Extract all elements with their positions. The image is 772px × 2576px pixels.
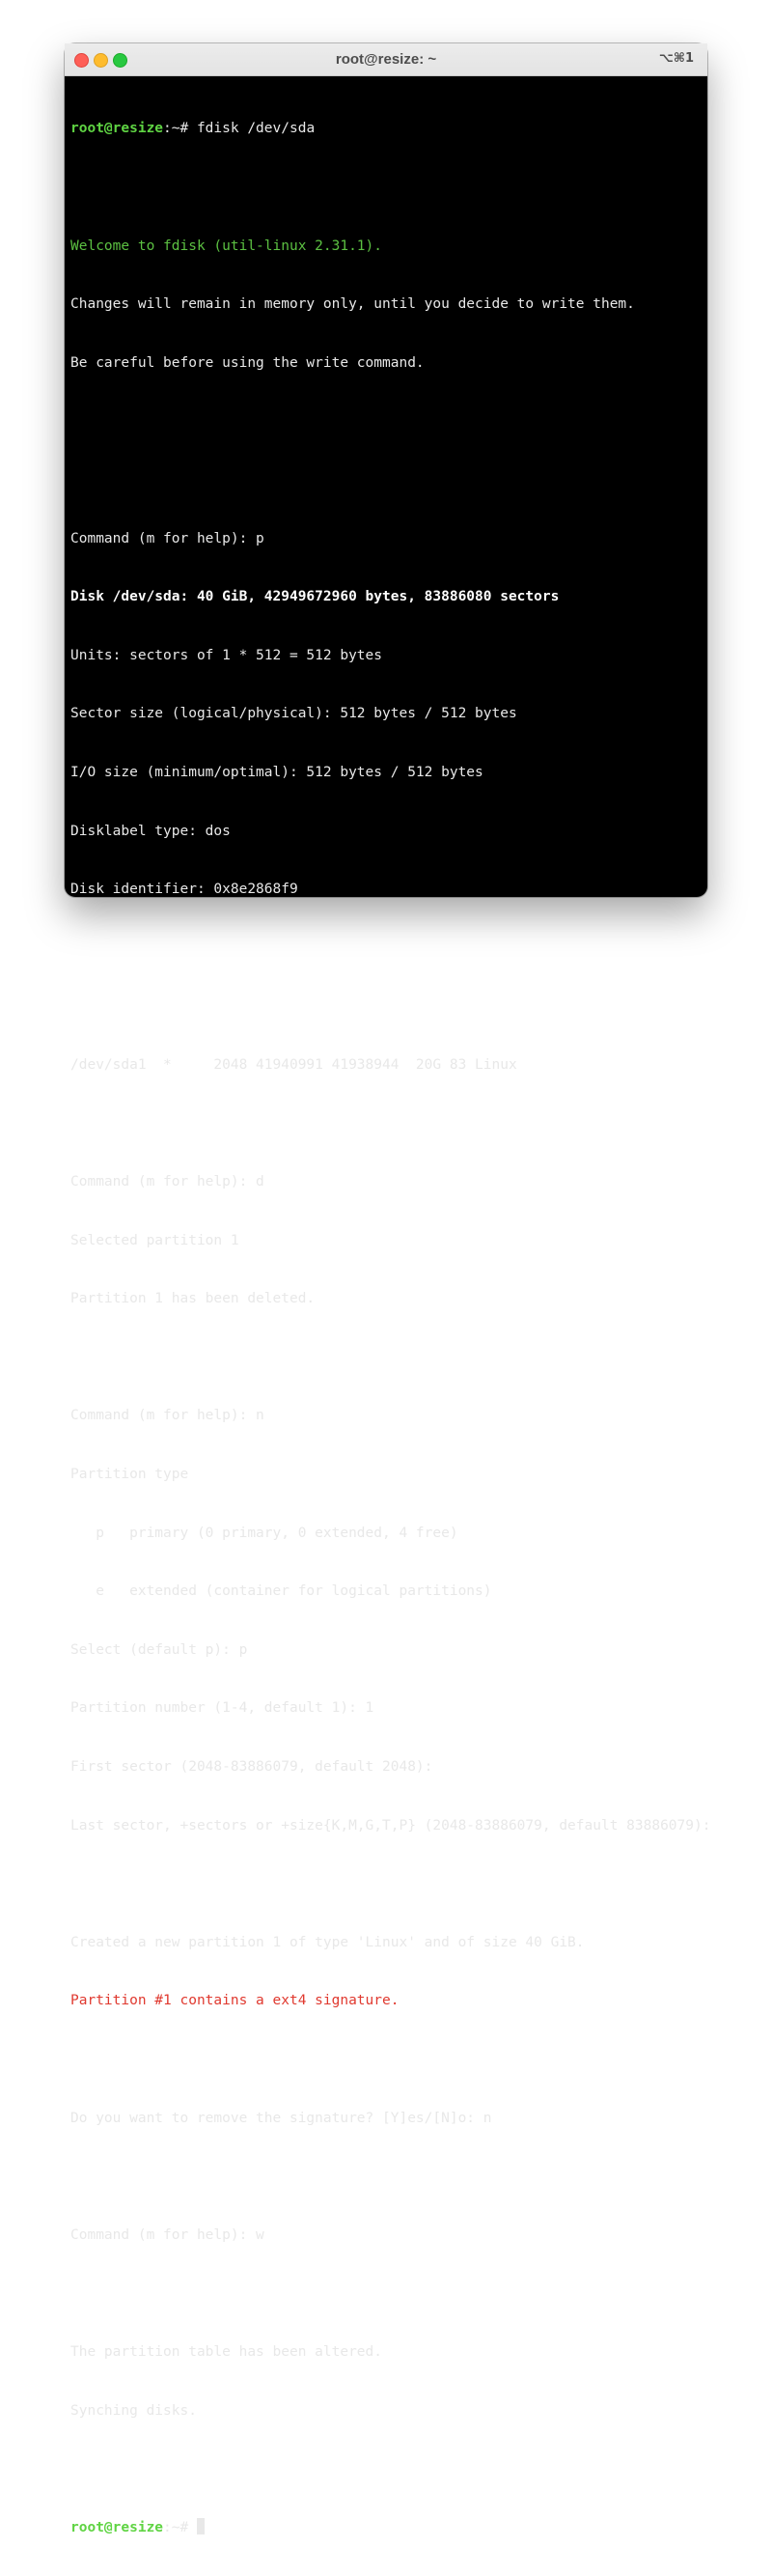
blank-line <box>70 411 702 431</box>
prompt-path: :~# <box>163 121 197 137</box>
units-line: Units: sectors of 1 * 512 = 512 bytes <box>70 647 383 663</box>
command-prompt-print: Command (m for help): p <box>70 530 264 546</box>
last-sector-line: Last sector, +sectors or +size{K,M,G,T,P} (2048-83886079, default 83886079): <box>70 1817 711 1834</box>
partition-number-line: Partition number (1-4, default 1): 1 <box>70 1700 374 1717</box>
partition-table-header: Device Boot Start End Sectors Size Id Type <box>70 998 509 1015</box>
blank-line <box>70 470 702 490</box>
disklabel-line: Disklabel type: dos <box>70 823 231 839</box>
changes-note: Changes will remain in memory only, until you decide to write them. <box>70 296 635 313</box>
syncing-line: Synching disks. <box>70 2402 197 2419</box>
sector-size-line: Sector size (logical/physical): 512 bytes / 512 bytes <box>70 706 517 722</box>
blank-line <box>70 1348 702 1367</box>
prompt-path: :~# <box>163 2519 197 2535</box>
remove-signature-line: Do you want to remove the signature? [Y]es/[N]o: n <box>70 2110 492 2126</box>
terminal-output[interactable] <box>70 80 711 2535</box>
command-prompt-write: Command (m for help): w <box>70 2226 264 2243</box>
window-title: root@resize: ~ <box>335 51 437 68</box>
title-bar[interactable] <box>65 43 707 76</box>
blank-line <box>70 2050 702 2069</box>
blank-line <box>70 1874 702 1893</box>
disk-info: Disk /dev/sda: 40 GiB, 42949672960 bytes, 83886080 sectors <box>70 589 560 605</box>
option-primary-line: p primary (0 primary, 0 extended, 4 free) <box>70 1525 458 1541</box>
command-line <box>70 119 702 138</box>
blank-line <box>70 2459 702 2478</box>
text-cursor[interactable] <box>197 2518 205 2534</box>
select-default-line: Select (default p): p <box>70 1641 248 1658</box>
selected-partition-line: Selected partition 1 <box>70 1232 239 1248</box>
active-prompt-line[interactable] <box>70 2518 702 2537</box>
option-extended-line: e extended (container for logical partitions) <box>70 1583 492 1600</box>
welcome-message: Welcome to fdisk (util-linux 2.31.1). <box>70 238 383 254</box>
blank-line <box>70 178 702 197</box>
prompt-user-host: root@resize <box>70 2519 164 2535</box>
prompt-user-host: root@resize <box>70 121 164 137</box>
first-sector-line: First sector (2048-83886079, default 2048): <box>70 1759 433 1776</box>
partition-deleted-line: Partition 1 has been deleted. <box>70 1291 316 1307</box>
blank-line <box>70 2283 702 2303</box>
table-altered-line: The partition table has been altered. <box>70 2343 383 2360</box>
blank-line <box>70 1114 702 1134</box>
command-prompt-delete: Command (m for help): d <box>70 1174 264 1190</box>
partition-type-line: Partition type <box>70 1467 189 1483</box>
signature-warning: Partition #1 contains a ext4 signature. <box>70 1993 400 2009</box>
command-prompt-new: Command (m for help): n <box>70 1408 264 1424</box>
window-shortcut: ⌥⌘1 <box>658 51 694 66</box>
io-size-line: I/O size (minimum/optimal): 512 bytes / 512 bytes <box>70 764 483 780</box>
careful-note: Be careful before using the write command. <box>70 354 425 371</box>
created-partition-line: Created a new partition 1 of type 'Linux' and of size 40 GiB. <box>70 1934 585 1950</box>
disk-identifier-line: Disk identifier: 0x8e2868f9 <box>70 882 298 898</box>
terminal-window <box>65 43 711 2535</box>
blank-line <box>70 938 702 958</box>
partition-table-row: /dev/sda1 * 2048 41940991 41938944 20G 83 Linux <box>70 1056 517 1073</box>
command-text: fdisk /dev/sda <box>196 121 316 137</box>
blank-line <box>70 2167 702 2186</box>
